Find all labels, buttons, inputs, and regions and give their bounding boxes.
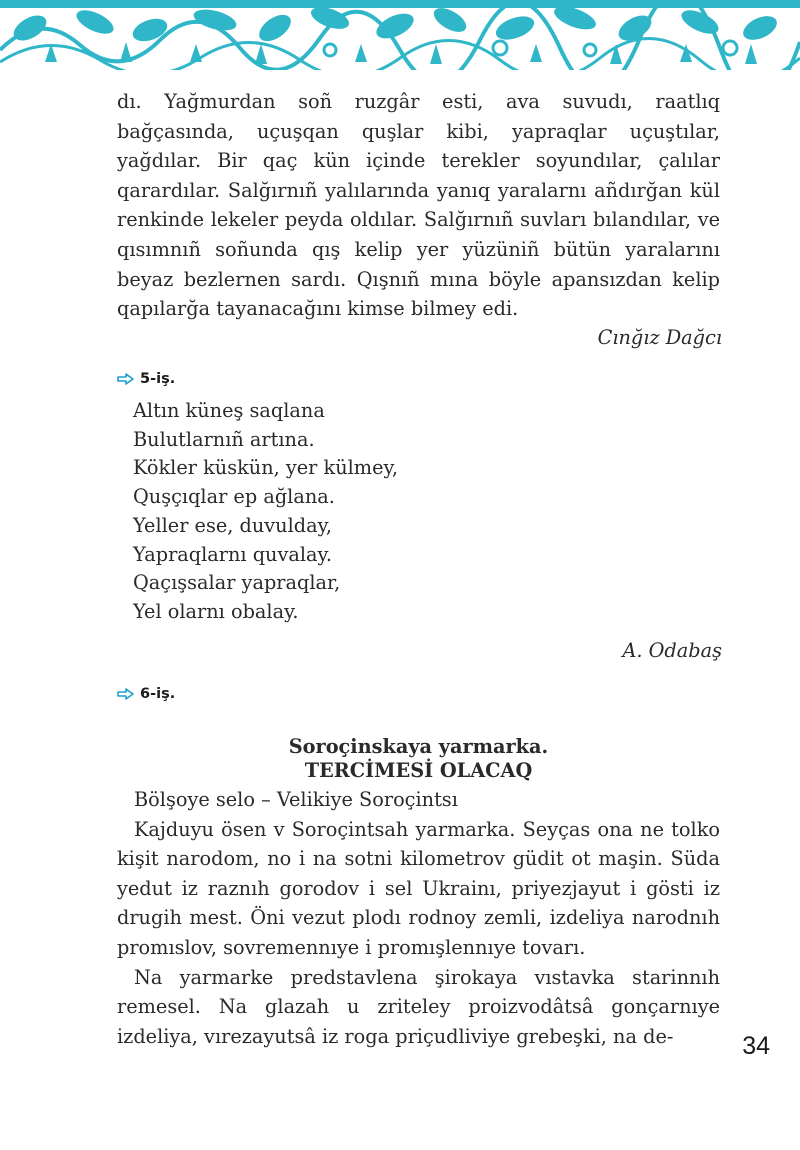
poem-line: Yapraqlarnı quvalay. bbox=[133, 542, 332, 566]
section-title bbox=[117, 735, 720, 783]
arrow-right-icon bbox=[117, 373, 134, 385]
floral-ornament-banner bbox=[0, 0, 800, 70]
paragraph: Kajduyu ösen v Soroçintsah yarmarka. Seyças ona ne tolko kişit narodom, no i na sotni kilometrov güdit ot maşin. Süda yedut iz raznıh gorodov i sel Ukrainı, priyezjayut i gösti iz drugih mest. Öni vezut plodı rodnoy zemli, izdeliya narodnıh promıslov, sovremennıye i promışlennıye tovarı. bbox=[117, 817, 720, 959]
poem-line: Yel olarnı obalay. bbox=[133, 599, 299, 623]
title-line-2: TERCİMESİ OLACAQ bbox=[304, 759, 533, 782]
poem-line: Quşçıqlar ep ağlana. bbox=[133, 485, 335, 509]
task-5-label bbox=[117, 371, 175, 387]
poem-line: Yeller ese, duvulday, bbox=[133, 513, 333, 537]
task-number: 6-iş. bbox=[140, 686, 176, 702]
prose-text: dı. Yağmurdan soñ ruzgâr esti, ava suvudı, raatlıq bağçasında, uçuşqan quşlar kibi, yapraqlar uçuştılar, yağdılar. Bir qaç kün içinde terekler soyundılar, çalılar qarardılar. Salğırnıñ yalılarında yanıq yaralarnı añdırğan kül renkinde lekeler peyda oldılar. Salğırnıñ suvları bılandılar, ve qısımnıñ soñunda qış kelip yer yüzüniñ bütün yaralarını beyaz bezlernen sardı. Qışnıñ mına böyle apansızdan kelip qapılarğa tayanacağını kimse bilmey edi. bbox=[117, 90, 720, 321]
paragraph: Na yarmarke predstavlena şirokaya vıstavka starinnıh remesel. Na glazah u zriteley proizvodâtsâ gonçarnıye izdeliya, vırezayutsâ iz roga priçudliviye grebeşki, na de- bbox=[117, 965, 720, 1048]
author-attribution: Cınğız Dağcı bbox=[597, 326, 722, 349]
subtitle-line: Bölşoye selo – Velikiye Soroçintsı bbox=[134, 788, 458, 811]
task-6-label bbox=[117, 686, 175, 702]
page-number: 34 bbox=[742, 1032, 770, 1060]
arrow-right-icon bbox=[117, 688, 134, 700]
poem-line: Altın küneş saqlana bbox=[133, 399, 325, 422]
title-line-1: Soroçinskaya yarmarka. bbox=[288, 735, 549, 758]
task-number: 5-iş. bbox=[140, 371, 176, 387]
prose-paragraph bbox=[117, 87, 720, 324]
poem-author-attribution: A. Odabaş bbox=[622, 639, 722, 662]
poem-line: Bulutlarnıñ artına. bbox=[133, 427, 315, 451]
poem-line: Kökler küskün, yer külmey, bbox=[133, 456, 398, 480]
poem-line: Qaçışsalar yapraqlar, bbox=[133, 571, 341, 595]
poem bbox=[133, 397, 398, 627]
translation-text bbox=[117, 785, 720, 1051]
